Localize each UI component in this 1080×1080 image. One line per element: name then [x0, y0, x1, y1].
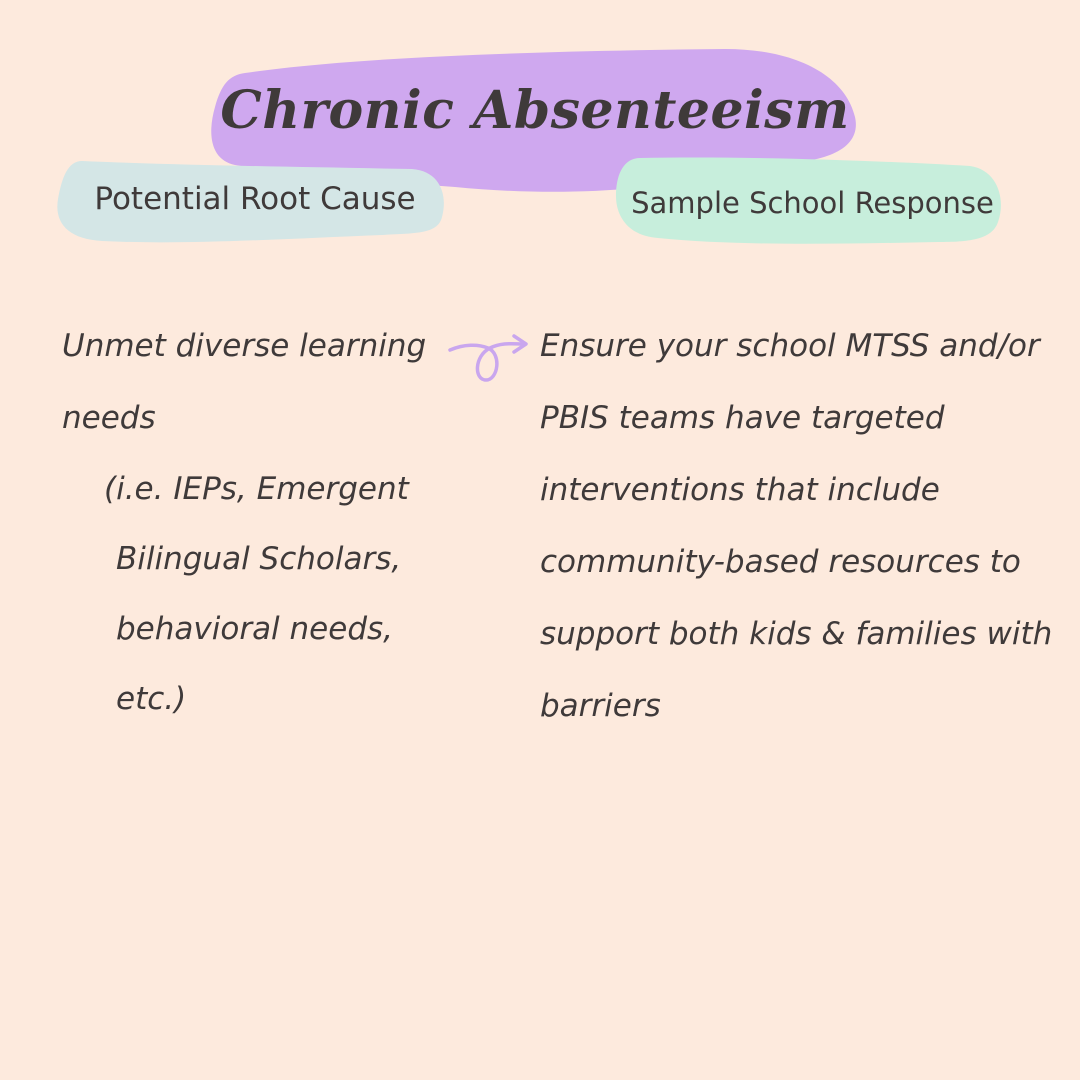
school-response-label: Sample School Response [631, 186, 994, 220]
root-cause-label: Potential Root Cause [94, 181, 416, 217]
root-cause-details: (i.e. IEPs, Emergent Bilingual Scholars, behavioral needs, etc.) [104, 471, 409, 717]
root-cause-text [62, 310, 462, 734]
school-response-text: Ensure your school MTSS and/or PBIS teams have targeted interventions that include community-based resources to support both kids & families with barriers [540, 328, 1053, 724]
page-title: Chronic Absenteeism [220, 79, 850, 141]
loop-arrow-icon [446, 322, 532, 388]
root-cause-main: Unmet diverse learning needs [62, 328, 427, 436]
